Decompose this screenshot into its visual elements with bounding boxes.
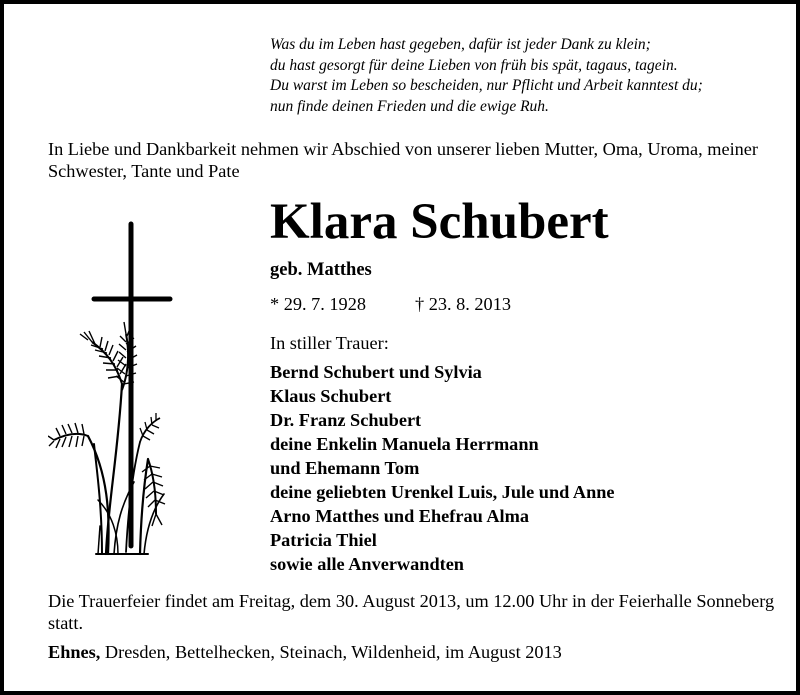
mourner: Dr. Franz Schubert bbox=[270, 410, 422, 430]
mourner: Patricia Thiel bbox=[270, 530, 377, 550]
birth-date: * 29. 7. 1928 bbox=[270, 294, 366, 314]
mourner: Klaus Schubert bbox=[270, 386, 392, 406]
mourner: Arno Matthes und Ehefrau Alma bbox=[270, 506, 529, 526]
funeral-service-info: Die Trauerfeier findet am Freitag, dem 30. August 2013, um 12.00 Uhr in der Feierhalle Sonneberg statt. bbox=[48, 591, 775, 633]
mourner: deine Enkelin Manuela Herrmann bbox=[270, 434, 539, 454]
mourner: deine geliebten Urenkel Luis, Jule und Anne bbox=[270, 482, 615, 502]
poem-line: Du warst im Leben so bescheiden, nur Pflicht und Arbeit kanntest du; bbox=[270, 77, 703, 94]
place-and-date bbox=[48, 641, 562, 663]
place-name: Ehnes, bbox=[48, 642, 101, 662]
mourner: und Ehemann Tom bbox=[270, 458, 420, 478]
maiden-name: geb. Matthes bbox=[270, 260, 372, 280]
cross-with-wheat-ears-icon bbox=[48, 214, 188, 564]
poem-line: nun finde deinen Frieden und die ewige Ruh. bbox=[270, 97, 549, 115]
places-and-date: Dresden, Bettelhecken, Steinach, Wildenheid, im August 2013 bbox=[100, 642, 562, 662]
farewell-intro: In Liebe und Dankbarkeit nehmen wir Abschied von unserer lieben Mutter, Oma, Uroma, meiner Schwester, Tante und Pate bbox=[48, 139, 758, 181]
death-date: † 23. 8. 2013 bbox=[415, 294, 511, 314]
mourner: Bernd Schubert und Sylvia bbox=[270, 362, 482, 382]
poem-line: Was du im Leben hast gegeben, dafür ist jeder Dank zu klein; bbox=[270, 36, 651, 53]
mourning-label: In stiller Trauer: bbox=[270, 333, 389, 353]
memorial-poem bbox=[270, 35, 790, 117]
deceased-name: Klara Schubert bbox=[270, 194, 609, 250]
poem-line: du hast gesorgt für deine Lieben von früh bis spät, tagaus, tagein. bbox=[270, 56, 678, 74]
mourner: sowie alle Anverwandten bbox=[270, 554, 464, 574]
mourners-list bbox=[270, 360, 615, 576]
